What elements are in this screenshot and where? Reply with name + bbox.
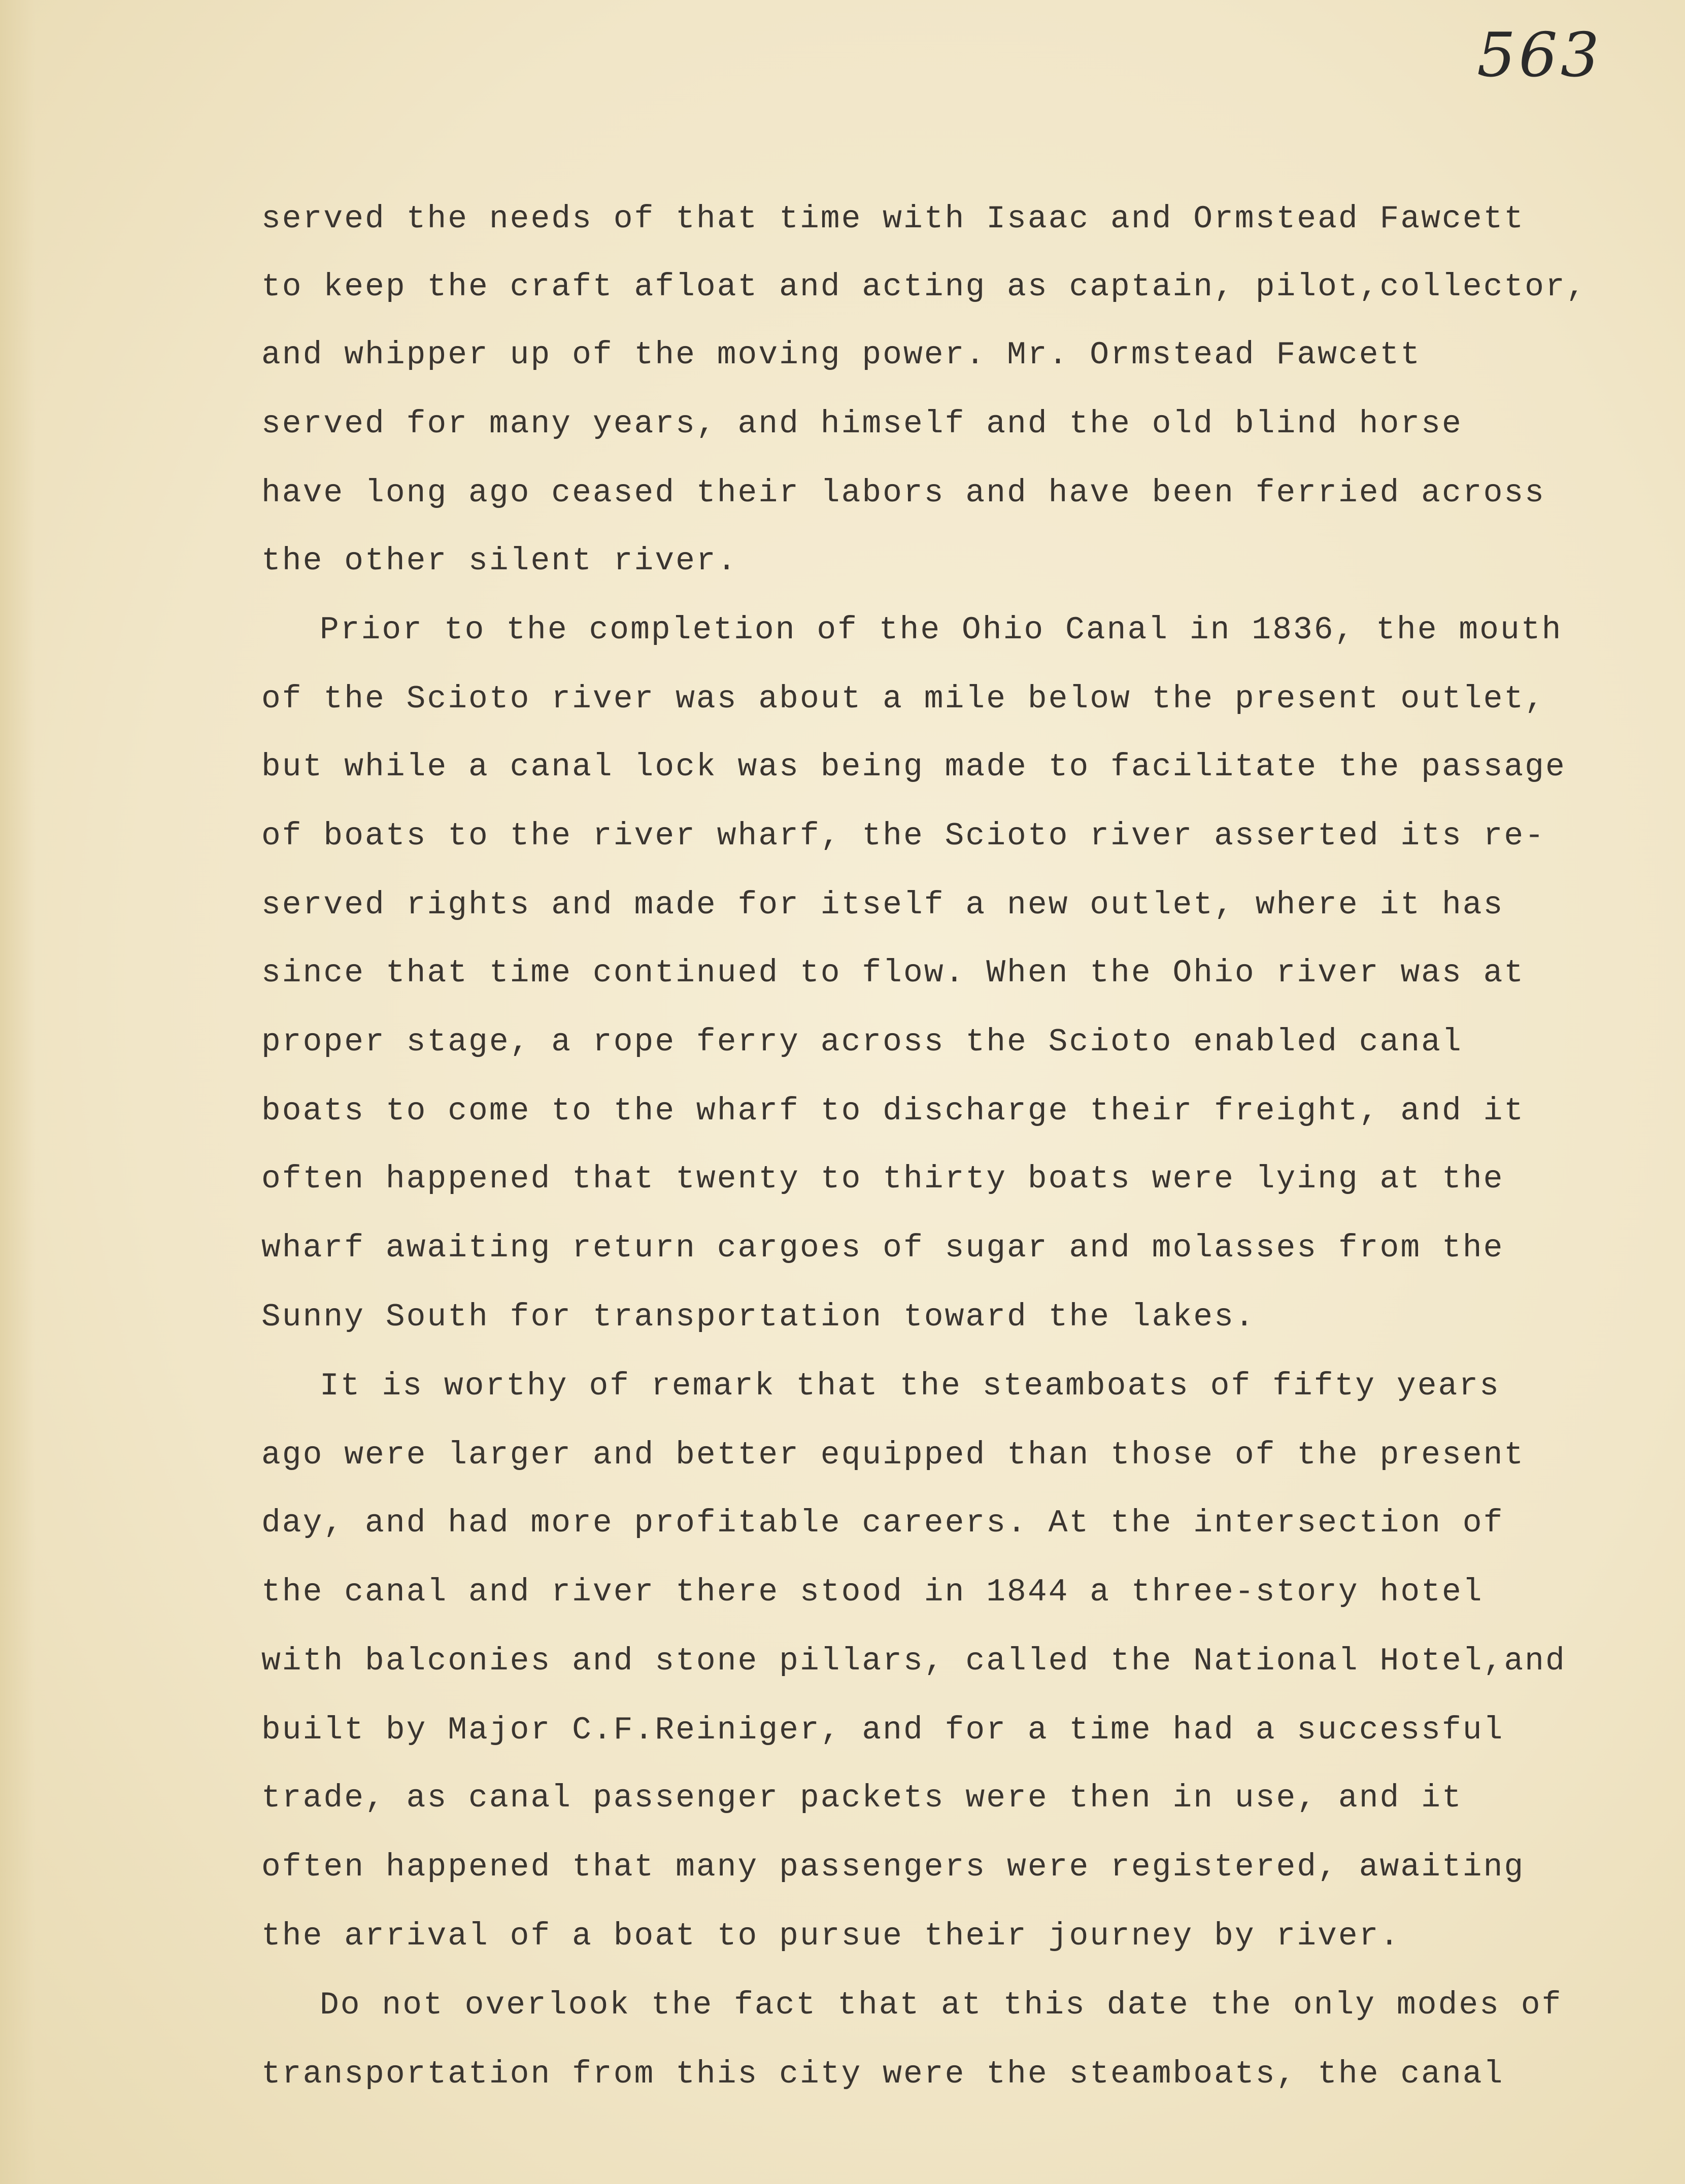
text-line: boats to come to the wharf to discharge their freight, and it [261,1093,1525,1129]
text-line: often happened that many passengers were registered, awaiting [261,1849,1525,1885]
text-line: the canal and river there stood in 1844 a three-story hotel [261,1574,1484,1610]
text-line: of the Scioto river was about a mile below the present outlet, [261,681,1545,717]
text-line: ago were larger and better equipped than those of the present [261,1437,1525,1473]
text-line: the arrival of a boat to pursue their journey by river. [261,1918,1401,1954]
text-line: since that time continued to flow. When the Ohio river was at [261,955,1525,991]
text-line: built by Major C.F.Reiniger, and for a time had a successful [261,1712,1504,1748]
text-line: Prior to the completion of the Ohio Canal in 1836, the mouth [320,612,1563,648]
text-line: served rights and made for itself a new outlet, where it has [261,887,1504,923]
text-line: of boats to the river wharf, the Scioto river asserted its re- [261,818,1545,854]
text-line: transportation from this city were the steamboats, the canal [261,2056,1504,2092]
text-line: day, and had more profitable careers. At the intersection of [261,1505,1504,1541]
page-number-text: 563 [1477,20,1603,91]
text-line: often happened that twenty to thirty boats were lying at the [261,1161,1504,1197]
page-edge-shadow [0,0,36,2184]
text-line: have long ago ceased their labors and have been ferried across [261,475,1545,511]
text-line: but while a canal lock was being made to facilitate the passage [261,749,1566,785]
text-line: Do not overlook the fact that at this date the only modes of [320,1987,1563,2023]
text-line: proper stage, a rope ferry across the Scioto enabled canal [261,1024,1463,1060]
text-line: served the needs of that time with Isaac and Ormstead Fawcett [261,201,1525,237]
text-line: served for many years, and himself and the old blind horse [261,406,1463,442]
text-line: trade, as canal passenger packets were then in use, and it [261,1780,1463,1816]
text-line: the other silent river. [261,543,738,579]
text-line: to keep the craft afloat and acting as captain, pilot,collector, [261,269,1587,305]
text-line: and whipper up of the moving power. Mr. Ormstead Fawcett [261,337,1422,373]
handwritten-page-number [1477,20,1629,101]
text-line: wharf awaiting return cargoes of sugar and molasses from the [261,1230,1504,1266]
text-line: Sunny South for transportation toward the lakes. [261,1299,1256,1335]
text-line: It is worthy of remark that the steamboats of fifty years [320,1368,1500,1404]
text-line: with balconies and stone pillars, called the National Hotel,and [261,1643,1566,1679]
